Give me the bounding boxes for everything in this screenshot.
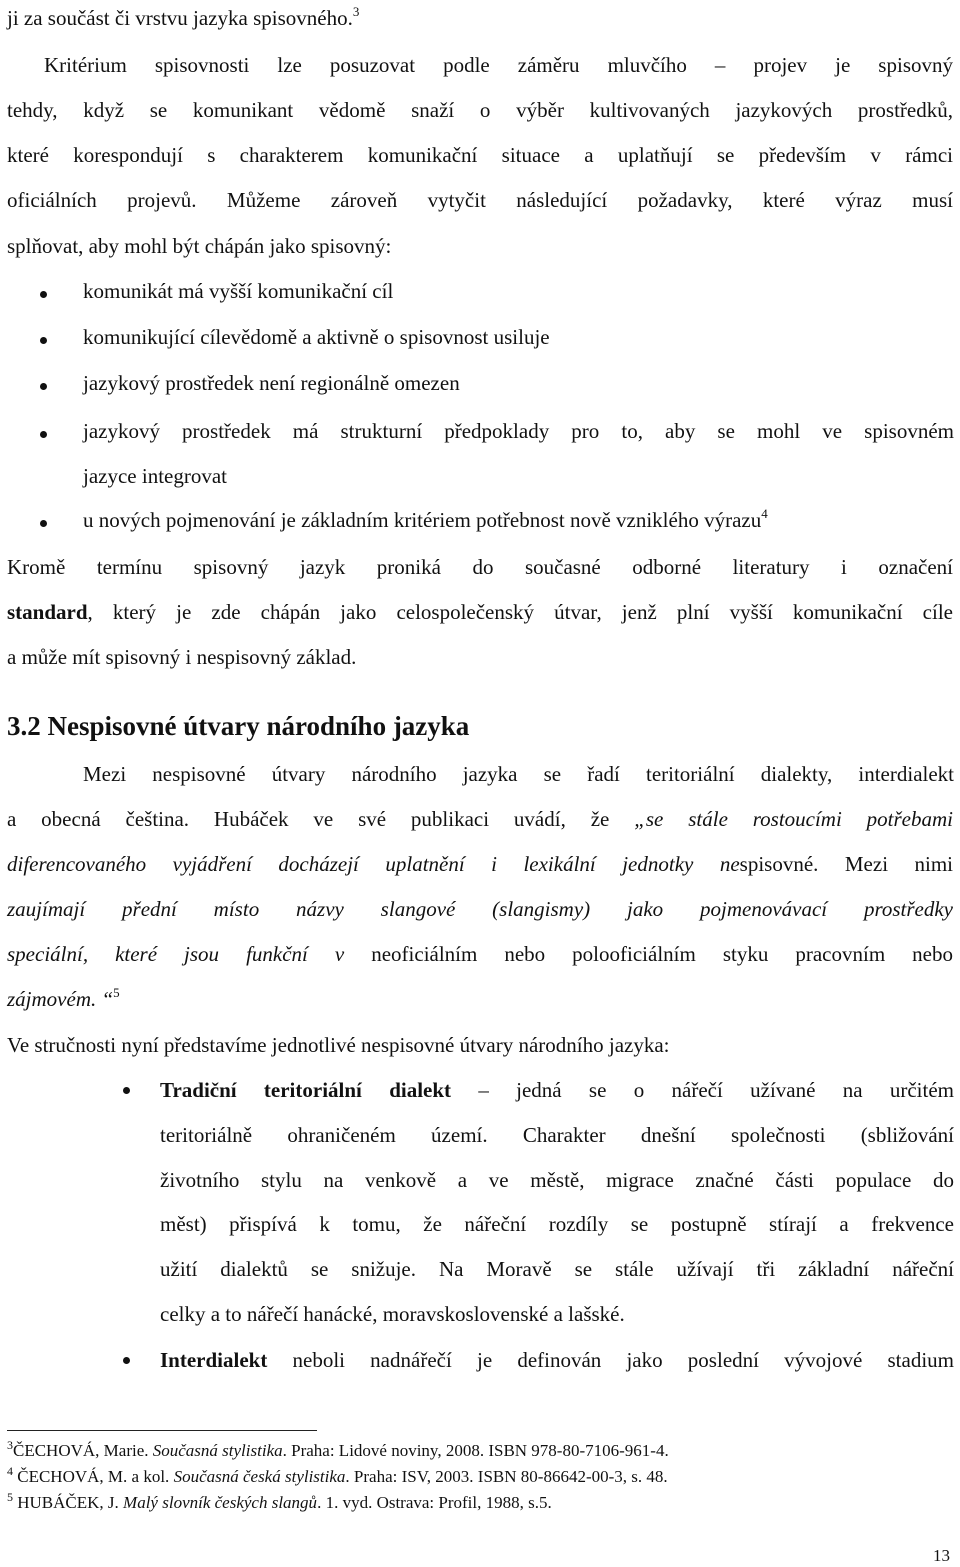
text-span: ČECHOVÁ, Marie. xyxy=(13,1441,153,1460)
list-item-line: životního stylu na venkově a ve městě, migrace značné části populace do xyxy=(160,1168,954,1192)
text-span: HUBÁČEK, J. xyxy=(13,1493,124,1512)
page-number: 13 xyxy=(933,1546,950,1565)
list-item: jazykový prostředek není regionálně omezen xyxy=(83,371,460,395)
text-line: Ve stručnosti nyní představíme jednotlivé nespisovné útvary národního jazyka: xyxy=(7,1033,670,1057)
text-line: zaujímají přední místo názvy slangové (slangismy) jako pojmenovávací prostředky xyxy=(7,897,953,921)
text-line: tehdy, když se komunikant vědomě snaží o výběr kultivovaných jazykových prostředků, xyxy=(7,98,953,122)
footnote-ref: 3 xyxy=(352,4,360,19)
text-span: spisovné. Mezi nimi xyxy=(739,852,953,876)
list-item-line: celky a to nářečí hanácké, moravskoslovenské a lašské. xyxy=(160,1302,625,1326)
list-item: jazykový prostředek má strukturní předpoklady pro to, aby se mohl ve spisovném xyxy=(83,419,954,443)
text-span: , který je zde chápán jako celospolečenský útvar, jenž plní vyšší komunikační cíle xyxy=(87,600,953,624)
bullet-icon xyxy=(40,337,47,344)
italic-quote: zájmovém. xyxy=(7,987,97,1011)
book-title: Malý slovník českých slangů xyxy=(123,1493,318,1512)
text-line: oficiálních projevů. Můžeme zároveň vytyčit následující požadavky, které výraz musí xyxy=(7,188,953,212)
footnote xyxy=(7,1490,552,1512)
text-line xyxy=(7,943,953,965)
list-item: komunikující cílevědomě a aktivně o spisovnost usiluje xyxy=(83,325,550,349)
text-span: . 1. vyd. Ostrava: Profil, 1988, s.5. xyxy=(317,1493,552,1512)
bullet-icon xyxy=(40,291,47,298)
text-line xyxy=(7,808,953,830)
text-line: Kromě termínu spisovný jazyk proniká do současné odborné literatury i označení xyxy=(7,555,953,579)
text-line xyxy=(7,4,360,30)
bold-term: Tradiční teritoriální dialekt xyxy=(160,1078,452,1102)
footnote-number: 5 xyxy=(7,1490,13,1504)
section-heading: 3.2 Nespisovné útvary národního jazyka xyxy=(7,711,470,741)
list-item: komunikát má vyšší komunikační cíl xyxy=(83,279,394,303)
text-span: a obecná čeština. Hubáček ve své publikaci uvádí, že xyxy=(7,807,635,831)
bullet-icon xyxy=(123,1087,130,1094)
list-item-line: teritoriálně ohraničeném území. Charakter dnešní společnosti (sbližování xyxy=(160,1123,954,1147)
text-span: neoficiálním nebo polooficiálním styku pracovním nebo xyxy=(371,942,953,966)
footnote xyxy=(7,1464,668,1486)
bullet-icon xyxy=(123,1357,130,1364)
bullet-icon xyxy=(40,383,47,390)
bullet-icon xyxy=(40,431,47,438)
text-line xyxy=(7,985,120,1011)
list-item-line: měst) přispívá k tomu, že nářeční rozdíly se postupně stírají a frekvence xyxy=(160,1212,954,1236)
text-line: splňovat, aby mohl být chápán jako spisovný: xyxy=(7,234,392,258)
list-item xyxy=(160,1079,954,1101)
italic-quote: „se stále rostoucími potřebami xyxy=(634,807,953,831)
text-span: ČECHOVÁ, M. a kol. xyxy=(13,1467,174,1486)
footnote-divider xyxy=(7,1430,317,1431)
footnote-ref: 4 xyxy=(761,506,768,521)
text-span: ji za součást či vrstvu jazyka spisovného. xyxy=(7,6,353,30)
text-line: a může mít spisovný i nespisovný základ. xyxy=(7,645,357,669)
bold-term: Interdialekt xyxy=(160,1348,268,1372)
text-line xyxy=(7,601,953,623)
book-title: Současná stylistika xyxy=(152,1441,283,1460)
footnote-number: 3 xyxy=(7,1438,13,1452)
text-span: . Praha: ISV, 2003. ISBN 80-86642-00-3, s. 48. xyxy=(345,1467,668,1486)
text-line: Kritérium spisovnosti lze posuzovat podle záměru mluvčího – projev je spisovný xyxy=(44,53,953,77)
text-line: které korespondují s charakterem komunikační situace a uplatňují se především v rámci xyxy=(7,143,953,167)
footnote-ref: 5 xyxy=(113,985,120,1000)
quote-mark: “ xyxy=(101,987,114,1011)
list-item xyxy=(83,506,768,532)
text-line xyxy=(7,853,953,875)
bold-term: standard xyxy=(7,600,88,624)
list-item-line: užití dialektů se snižuje. Na Moravě se stále užívají tři základní nářeční xyxy=(160,1257,954,1281)
italic-quote: diferencovaného vyjádření docházejí uplatnění i lexikální jednotky ne xyxy=(7,852,740,876)
text-span: neboli nadnářečí je definován jako poslední vývojové stadium xyxy=(267,1348,954,1372)
list-item xyxy=(160,1349,954,1371)
list-item: jazyce integrovat xyxy=(83,464,228,488)
footnote-number: 4 xyxy=(7,1464,13,1478)
italic-quote: speciální, které jsou funkční v xyxy=(7,942,372,966)
text-span: . Praha: Lidové noviny, 2008. ISBN 978-80-7106-961-4. xyxy=(282,1441,669,1460)
text-span: u nových pojmenování je základním kritériem potřebnost nově vzniklého výrazu xyxy=(83,508,762,532)
text-line: Mezi nespisovné útvary národního jazyka se řadí teritoriální dialekty, interdialekt xyxy=(83,762,954,786)
text-span: – jedná se o nářečí užívané na určitém xyxy=(451,1078,954,1102)
book-title: Současná česká stylistika xyxy=(173,1467,346,1486)
footnote xyxy=(7,1438,669,1460)
bullet-icon xyxy=(40,520,47,527)
